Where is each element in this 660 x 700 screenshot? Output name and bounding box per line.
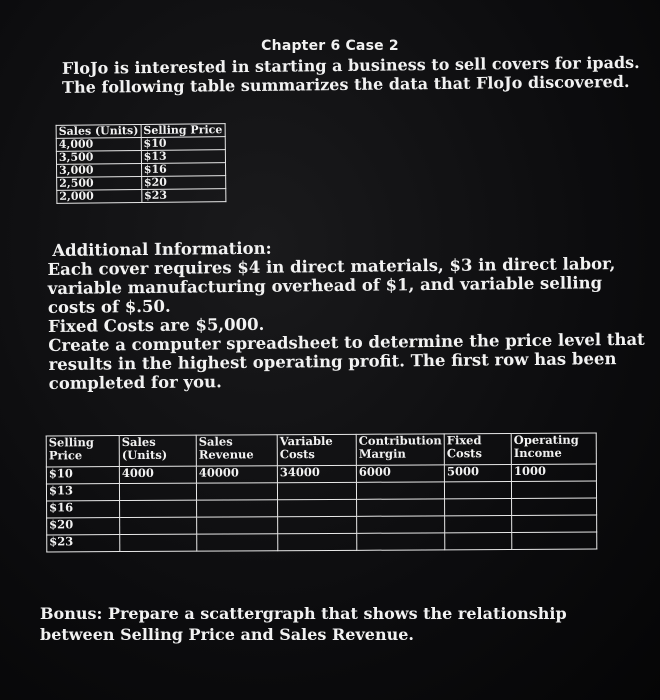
header-sales-units bbox=[119, 435, 196, 466]
cell bbox=[278, 499, 357, 516]
header-fixed-costs bbox=[444, 434, 511, 465]
cell bbox=[120, 500, 197, 517]
header-text: Fixed bbox=[446, 433, 482, 448]
cell: 34000 bbox=[277, 465, 356, 482]
info-heading: Additional Information: bbox=[52, 238, 272, 260]
table-header-row bbox=[56, 124, 225, 139]
cell bbox=[445, 516, 512, 533]
cell bbox=[197, 517, 278, 534]
cell bbox=[196, 483, 277, 500]
cell bbox=[512, 498, 597, 515]
header-text: Income bbox=[513, 445, 562, 460]
cell-price: $20 bbox=[141, 176, 225, 190]
cell bbox=[445, 533, 512, 550]
bonus-line: Bonus: Prepare a scattergraph that shows the relationship bbox=[40, 604, 567, 623]
cell bbox=[445, 499, 512, 516]
cell-units: 2,500 bbox=[57, 176, 142, 190]
spreadsheet-header-row bbox=[46, 433, 596, 467]
task-line: Create a computer spreadsheet to determine the price level that bbox=[48, 329, 645, 356]
intro-line: FloJo is interested in starting a business to sell covers for ipads. bbox=[61, 52, 640, 78]
header-text: Margin bbox=[358, 446, 406, 461]
header-operating-income bbox=[511, 433, 596, 464]
header-text: Sales bbox=[198, 434, 233, 449]
header-text: Revenue bbox=[198, 447, 254, 462]
task-line: results in the highest operating profit. The first row has been bbox=[48, 349, 617, 375]
intro-text bbox=[61, 52, 640, 97]
cell-units: 3,500 bbox=[56, 150, 141, 164]
cell bbox=[278, 516, 357, 533]
info-line: costs of $.50. bbox=[47, 296, 171, 318]
additional-information bbox=[47, 235, 645, 394]
header-sales-units: Sales (Units) bbox=[56, 124, 141, 138]
cell-units: 4,000 bbox=[56, 137, 141, 151]
cell bbox=[120, 534, 197, 551]
cell bbox=[277, 482, 356, 499]
fixed-costs-line: Fixed Costs are $5,000. bbox=[48, 314, 265, 337]
header-text: Operating bbox=[513, 432, 579, 447]
bonus-line: between Selling Price and Sales Revenue. bbox=[40, 625, 414, 644]
intro-line: The following table summarizes the data that FloJo discovered. bbox=[62, 71, 630, 97]
task-line: completed for you. bbox=[48, 372, 222, 394]
info-line: Each cover requires $4 in direct materials, $3 in direct labor, bbox=[47, 254, 616, 280]
header-contribution-margin bbox=[356, 434, 444, 465]
cell: 6000 bbox=[356, 465, 444, 482]
cell: $10 bbox=[46, 467, 119, 484]
cell bbox=[357, 499, 445, 516]
cell: $16 bbox=[47, 501, 120, 518]
cell bbox=[278, 533, 357, 550]
cell bbox=[357, 516, 445, 533]
cell-price: $13 bbox=[141, 150, 225, 164]
header-text: Contribution bbox=[358, 433, 442, 448]
cell bbox=[356, 482, 444, 499]
cell bbox=[444, 482, 511, 499]
header-text: Selling bbox=[48, 435, 94, 450]
cell bbox=[512, 532, 597, 549]
cell bbox=[119, 483, 196, 500]
cell bbox=[197, 534, 278, 551]
header-text: Sales bbox=[121, 434, 156, 450]
sales-price-table bbox=[56, 123, 227, 204]
header-text: Variable bbox=[279, 433, 333, 449]
spreadsheet-table bbox=[46, 433, 598, 553]
cell-units: 3,000 bbox=[57, 163, 142, 177]
cell: 4000 bbox=[119, 466, 196, 483]
cell: 5000 bbox=[444, 465, 511, 482]
header-variable-costs bbox=[277, 434, 356, 465]
page-title: Chapter 6 Case 2 bbox=[261, 38, 399, 54]
header-selling-price bbox=[46, 436, 119, 467]
cell-price: $16 bbox=[141, 163, 225, 177]
header-text: Costs bbox=[279, 447, 315, 462]
info-line: variable manufacturing overhead of $1, and variable selling bbox=[47, 273, 603, 299]
cell bbox=[357, 533, 445, 550]
table-row bbox=[57, 189, 226, 204]
cell: $20 bbox=[47, 518, 120, 535]
bonus-text bbox=[40, 603, 640, 645]
cell: 1000 bbox=[511, 464, 596, 481]
header-selling-price: Selling Price bbox=[141, 124, 225, 138]
header-sales-revenue bbox=[196, 435, 277, 466]
cell bbox=[511, 481, 596, 498]
cell: $23 bbox=[47, 535, 120, 552]
cell bbox=[512, 515, 597, 532]
cell-price: $23 bbox=[142, 189, 226, 203]
header-text: Price bbox=[48, 448, 83, 463]
table-row bbox=[47, 532, 597, 552]
cell: $13 bbox=[46, 484, 119, 501]
cell: 40000 bbox=[196, 466, 277, 483]
cell-price: $10 bbox=[141, 137, 225, 151]
cell-units: 2,000 bbox=[57, 189, 142, 203]
cell bbox=[120, 517, 197, 534]
header-text: (Units) bbox=[121, 447, 168, 463]
cell bbox=[197, 500, 278, 517]
header-text: Costs bbox=[446, 446, 482, 461]
